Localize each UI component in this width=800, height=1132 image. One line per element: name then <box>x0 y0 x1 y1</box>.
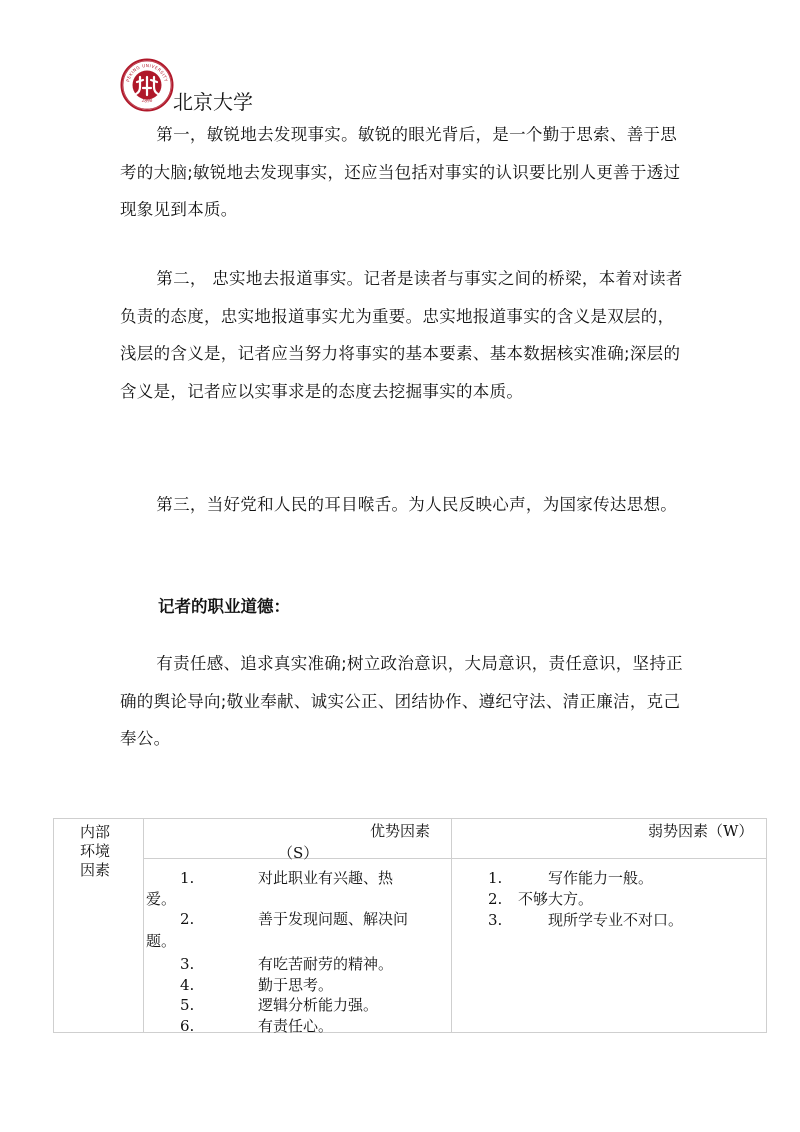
row-label-internal-factors: 内部 环境 因素 <box>54 819 144 1032</box>
list-item: 写作能力一般。 <box>548 869 654 887</box>
list-item: 现所学专业不对口。 <box>548 911 684 929</box>
weaknesses-title: 弱势因素（W） <box>648 822 754 840</box>
section-heading-ethics: 记者的职业道德： <box>158 597 290 616</box>
list-item-number: 2. <box>180 910 195 928</box>
list-item-number: 6. <box>180 1017 195 1035</box>
swot-table <box>53 818 767 1033</box>
list-item-number: 5. <box>180 996 195 1014</box>
list-item-number: 2. <box>488 890 503 908</box>
list-item: 勤于思考。 <box>258 976 334 994</box>
list-item-number: 1. <box>180 869 195 887</box>
list-item: 善于发现问题、解决问 <box>258 910 409 928</box>
list-item-number: 1. <box>488 869 503 887</box>
paragraph-third-point: 第三，当好党和人民的耳目喉舌。为人民反映心声，为国家传达思想。 <box>156 495 678 514</box>
list-item: 逻辑分析能力强。 <box>258 996 379 1014</box>
list-item: 有责任心。 <box>258 1017 334 1035</box>
peking-university-logo <box>120 58 174 112</box>
university-name: 北京大学 <box>173 90 253 114</box>
weaknesses-list <box>452 859 766 1032</box>
list-item-number: 3. <box>488 911 503 929</box>
list-item: 对此职业有兴趣、热 <box>258 869 394 887</box>
list-item-continuation: 题。 <box>146 932 177 950</box>
list-item-continuation: 爱。 <box>146 890 177 908</box>
svg-text:1898: 1898 <box>140 98 154 105</box>
svg-text:PEKING UNIVERSITY: PEKING UNIVERSITY <box>125 62 169 83</box>
strengths-title: 优势因素 <box>370 822 431 840</box>
strengths-header <box>144 819 452 862</box>
strengths-abbr: （S） <box>278 844 319 862</box>
list-item-number: 3. <box>180 955 195 973</box>
paragraph-ethics: 有责任感、追求真实准确;树立政治意识，大局意识，责任意识，坚持正确的舆论导向;敬业奉献、诚实公正、团结协作、遵纪守法、清正廉洁，克己奉公。 <box>120 654 683 748</box>
strengths-list <box>144 859 452 1035</box>
list-item: 有吃苦耐劳的精神。 <box>258 955 394 973</box>
paragraph-second-point: 第二， 忠实地去报道事实。记者是读者与事实之间的桥梁，本着对读者负责的态度，忠实地报道事实尤为重要。忠实地报道事实的含义是双层的，浅层的含义是，记者应当努力将事实的基本要素、基本数据核实准确;深层的含义是，记者应以实事求是的态度去挖掘事实的本质。 <box>120 269 683 401</box>
paragraph-first-point: 第一，敏锐地去发现事实。敏锐的眼光背后，是一个勤于思索、善于思考的大脑;敏锐地去发现事实，还应当包括对事实的认识要比别人更善于透过现象见到本质。 <box>120 125 681 219</box>
list-item: 不够大方。 <box>518 890 594 908</box>
list-item-number: 4. <box>180 976 195 994</box>
weaknesses-header <box>452 819 766 859</box>
